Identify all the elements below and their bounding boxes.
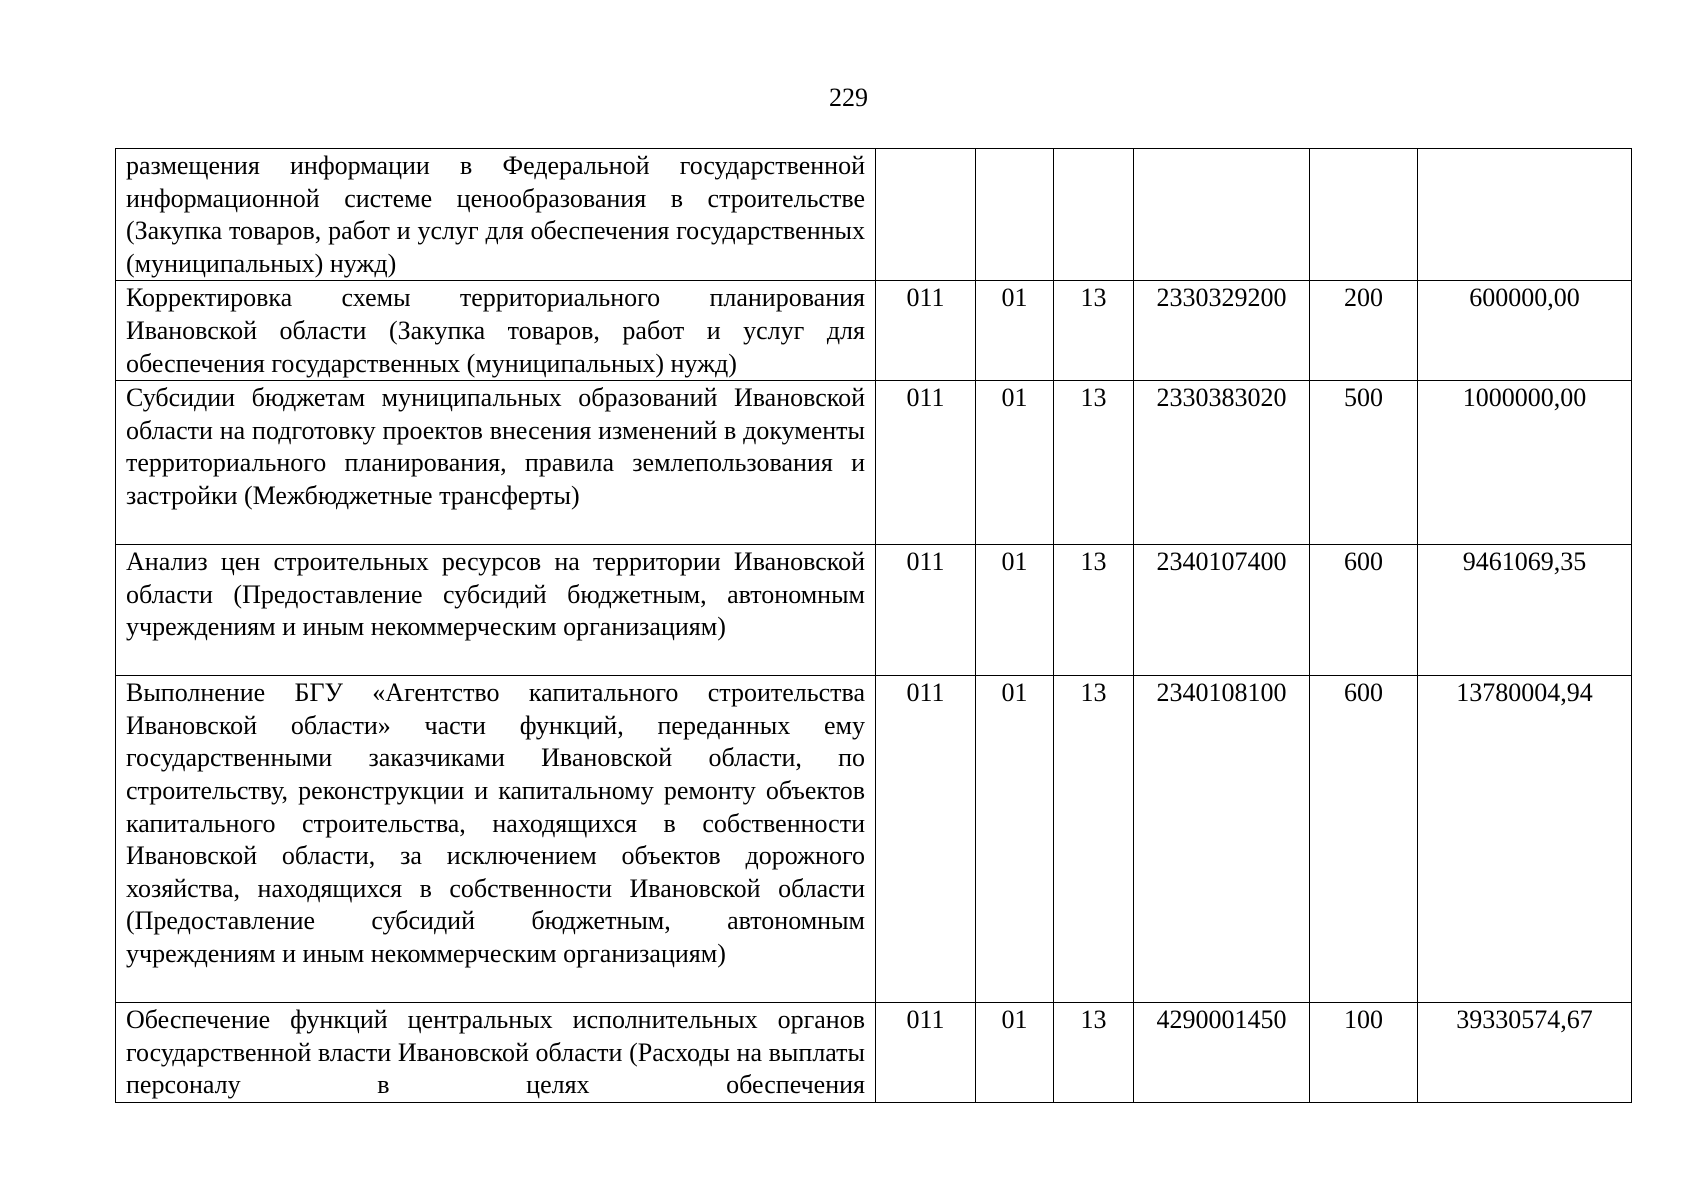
- amount: [1418, 149, 1632, 281]
- table-row: [116, 676, 1632, 1003]
- table-row: [116, 545, 1632, 676]
- ministry-code: 011: [876, 545, 976, 676]
- expense-type-code: 600: [1310, 676, 1418, 1003]
- expense-type-code: [1310, 149, 1418, 281]
- expense-type-code: 200: [1310, 281, 1418, 381]
- row-description: Субсидии бюджетам муниципальных образований Ивановской области на подготовку проектов внесения изменений в документы территориального планирования, правила землепользования и застройки (Межбюджетные трансферты): [116, 381, 876, 545]
- section-code: 01: [976, 545, 1054, 676]
- target-article-code: 2330383020: [1134, 381, 1310, 545]
- page-number: 229: [829, 83, 868, 112]
- row-description: Обеспечение функций центральных исполнительных органов государственной власти Ивановской области (Расходы на выплаты персоналу в целях обеспечения: [116, 1003, 876, 1103]
- section-code: 01: [976, 1003, 1054, 1103]
- amount: 9461069,35: [1418, 545, 1632, 676]
- target-article-code: 4290001450: [1134, 1003, 1310, 1103]
- section-code: 01: [976, 281, 1054, 381]
- amount: 600000,00: [1418, 281, 1632, 381]
- ministry-code: 011: [876, 281, 976, 381]
- subsection-code: [1054, 149, 1134, 281]
- row-description: Корректировка схемы территориального планирования Ивановской области (Закупка товаров, работ и услуг для обеспечения государственных (муниципальных) нужд): [116, 281, 876, 381]
- amount: 1000000,00: [1418, 381, 1632, 545]
- expense-type-code: 500: [1310, 381, 1418, 545]
- section-code: 01: [976, 381, 1054, 545]
- target-article-code: 2340108100: [1134, 676, 1310, 1003]
- subsection-code: 13: [1054, 1003, 1134, 1103]
- section-code: [976, 149, 1054, 281]
- budget-table: [115, 148, 1632, 1103]
- table-row: [116, 381, 1632, 545]
- section-code: 01: [976, 676, 1054, 1003]
- ministry-code: 011: [876, 381, 976, 545]
- table-row: [116, 149, 1632, 281]
- table-row: [116, 1003, 1632, 1103]
- target-article-code: 2330329200: [1134, 281, 1310, 381]
- ministry-code: [876, 149, 976, 281]
- ministry-code: 011: [876, 1003, 976, 1103]
- expense-type-code: 600: [1310, 545, 1418, 676]
- subsection-code: 13: [1054, 676, 1134, 1003]
- subsection-code: 13: [1054, 281, 1134, 381]
- row-description: размещения информации в Федеральной государственной информационной системе ценообразования в строительстве (Закупка товаров, работ и услуг для обеспечения государственных (муниципальных) нужд): [116, 149, 876, 281]
- subsection-code: 13: [1054, 381, 1134, 545]
- row-description: Выполнение БГУ «Агентство капитального строительства Ивановской области» части функций, переданных ему государственными заказчиками Ивановской области, по строительству, реконструкции и капитальному ремонту объектов капитального строительства, находящихся в собственности Ивановской области, за исключением объектов дорожного хозяйства, находящихся в собственности Ивановской области (Предоставление субсидий бюджетным, автономным учреждениям и иным некоммерческим организациям): [116, 676, 876, 1003]
- ministry-code: 011: [876, 676, 976, 1003]
- table-row: [116, 281, 1632, 381]
- row-description: Анализ цен строительных ресурсов на территории Ивановской области (Предоставление субсидий бюджетным, автономным учреждениям и иным некоммерческим организациям): [116, 545, 876, 676]
- amount: 13780004,94: [1418, 676, 1632, 1003]
- target-article-code: [1134, 149, 1310, 281]
- target-article-code: 2340107400: [1134, 545, 1310, 676]
- amount: 39330574,67: [1418, 1003, 1632, 1103]
- expense-type-code: 100: [1310, 1003, 1418, 1103]
- subsection-code: 13: [1054, 545, 1134, 676]
